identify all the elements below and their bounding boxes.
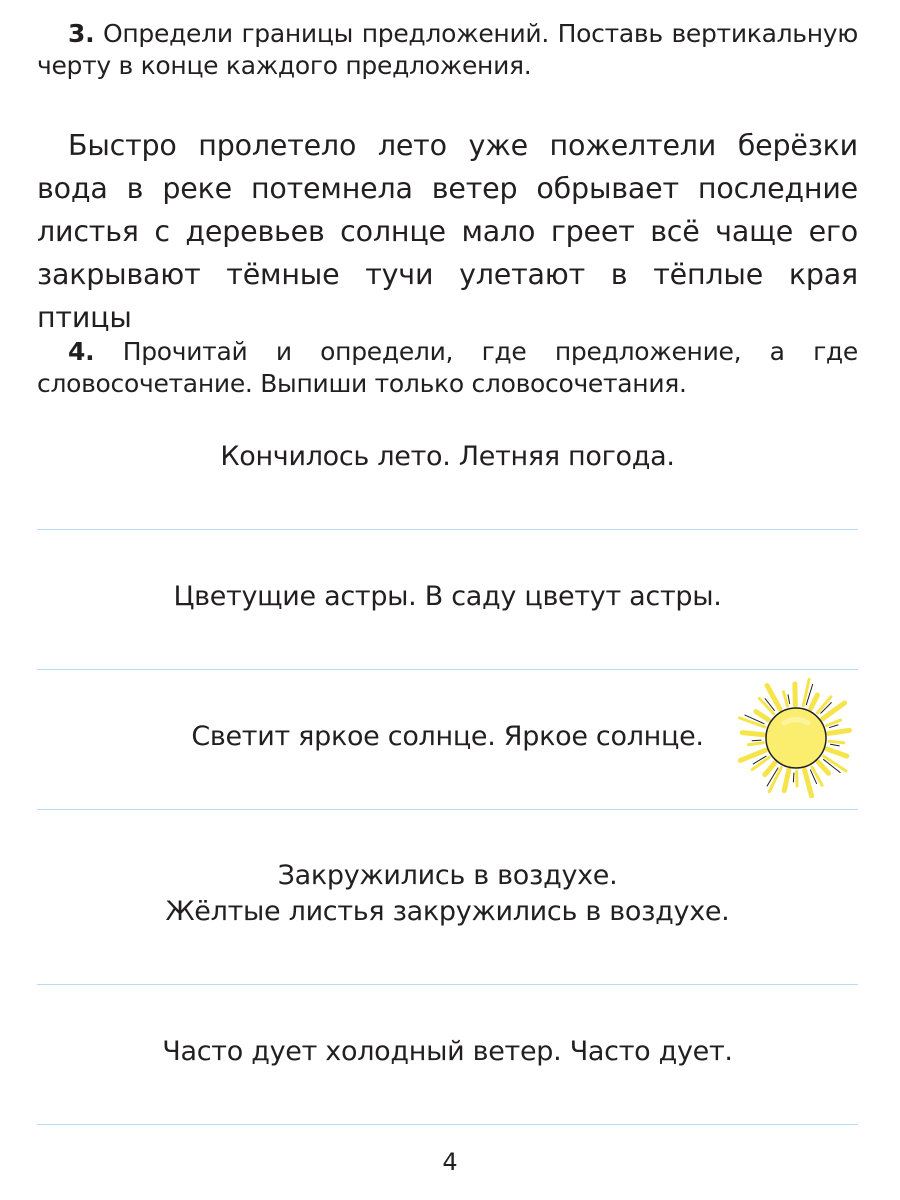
task-4-number: 4. xyxy=(68,337,95,366)
task-3-instruction-text: Определи границы предложений. Поставь вертикальную черту в конце каждого предложения. xyxy=(37,19,858,80)
sun-ray xyxy=(823,703,845,719)
sun-ray xyxy=(829,730,850,733)
sun-icon xyxy=(738,678,858,798)
sun-ray xyxy=(818,762,828,773)
example-4-line-1: Закружились в воздухе. xyxy=(277,860,618,891)
sun-ray-stroke xyxy=(752,740,761,741)
task-3-instruction xyxy=(37,18,858,82)
example-5: Часто дует холодный ветер. Часто дует. xyxy=(162,1036,733,1067)
task-4-instruction-text: Прочитай и определи, где предложение, а где словосочетание. Выпиши только словосочетания. xyxy=(37,337,858,398)
example-1: Кончилось лето. Летняя погода. xyxy=(220,441,675,472)
sun-ray xyxy=(742,733,763,735)
sun-ray xyxy=(784,770,789,790)
example-2: Цветущие астры. В саду цветут астры. xyxy=(173,581,722,612)
example-4-line-2: Жёлтые листья закружились в воздухе. xyxy=(165,896,730,927)
sun-ray xyxy=(767,685,780,709)
sun-ray xyxy=(805,770,812,796)
task-3-number: 3. xyxy=(68,19,95,48)
task-3-paragraph xyxy=(37,124,858,339)
sun-ray xyxy=(756,712,769,720)
answer-line-1[interactable] xyxy=(37,529,858,530)
sun-ray-stroke xyxy=(793,773,794,782)
answer-line-4[interactable] xyxy=(37,984,858,985)
answer-line-3[interactable] xyxy=(37,809,858,810)
sun-ray xyxy=(829,741,844,742)
sun-ray xyxy=(784,692,788,706)
page-number: 4 xyxy=(442,1148,458,1176)
sun-ray-stroke xyxy=(830,744,839,746)
sun-ray xyxy=(765,763,775,774)
answer-line-5[interactable] xyxy=(37,1124,858,1125)
answer-line-2[interactable] xyxy=(37,669,858,670)
sun-ray xyxy=(811,695,818,708)
task-3-paragraph-text: Быстро пролетело лето уже пожелтели берёзки вода в реке потемнела ветер обрывает последние листья с деревьев солнце мало греет всё чаще его закрывают тёмные тучи улетают в тёплые края птицы xyxy=(37,129,858,334)
task-4-instruction xyxy=(37,336,858,400)
sun-ray xyxy=(827,749,847,756)
sun-ray-stroke xyxy=(788,695,790,704)
sun-ray xyxy=(748,743,763,745)
example-3: Светит яркое солнце. Яркое солнце. xyxy=(191,721,704,752)
sun-ray xyxy=(803,679,809,705)
